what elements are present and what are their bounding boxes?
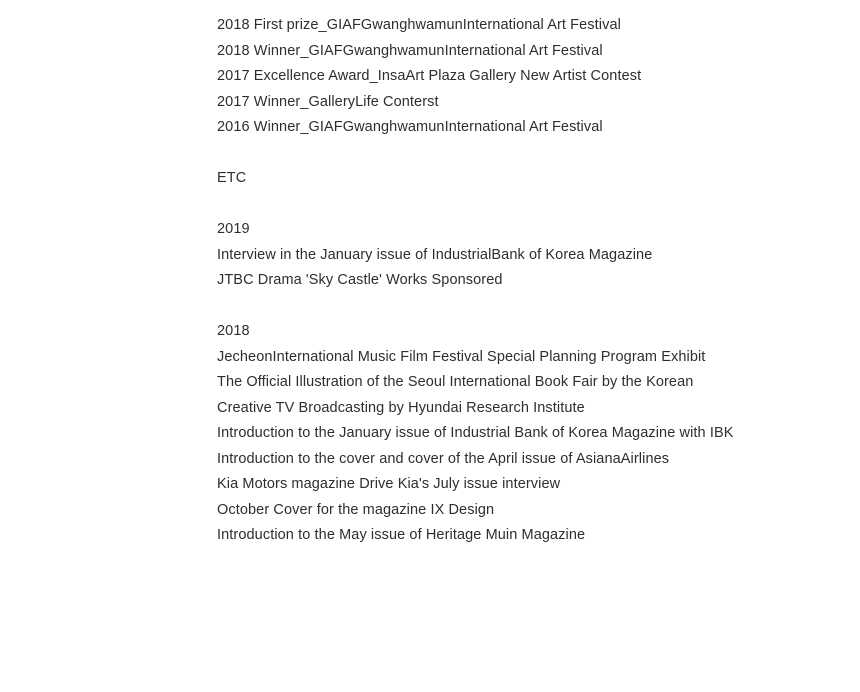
etc-item: JTBC Drama 'Sky Castle' Works Sponsored bbox=[217, 272, 503, 288]
award-line: 2017 Excellence Award_InsaArt Plaza Gallery New Artist Contest bbox=[217, 68, 642, 84]
award-line: 2018 Winner_GIAFGwanghwamunInternational Art Festival bbox=[217, 42, 603, 59]
spacer-line bbox=[217, 192, 777, 218]
award-line: 2017 Winner_GalleryLife Conterst bbox=[217, 93, 439, 110]
cv-text-block bbox=[217, 13, 777, 549]
etc-item: Introduction to the cover and cover of the April issue of AsianaAirlines bbox=[217, 450, 670, 467]
etc-item: October Cover for the magazine IX Design bbox=[217, 501, 495, 518]
etc-item: Interview in the January issue of IndustrialBank of Korea Magazine bbox=[217, 246, 653, 263]
etc-item: Creative TV Broadcasting by Hyundai Research Institute bbox=[217, 399, 585, 416]
spacer-line bbox=[217, 294, 777, 320]
etc-item: The Official Illustration of the Seoul International Book Fair by the Korean bbox=[217, 374, 694, 390]
etc-item: Introduction to the May issue of Heritage Muin Magazine bbox=[217, 527, 586, 543]
award-line: 2018 First prize_GIAFGwanghwamunInternational Art Festival bbox=[217, 17, 621, 33]
etc-year-2018: 2018 bbox=[217, 323, 250, 339]
etc-item: JecheonInternational Music Film Festival Special Planning Program Exhibit bbox=[217, 348, 706, 365]
etc-year-2019: 2019 bbox=[217, 221, 250, 237]
award-line: 2016 Winner_GIAFGwanghwamunInternational Art Festival bbox=[217, 119, 603, 135]
etc-heading: ETC bbox=[217, 170, 247, 186]
etc-item: Kia Motors magazine Drive Kia's July issue interview bbox=[217, 476, 561, 492]
spacer-line bbox=[217, 141, 777, 167]
etc-item: Introduction to the January issue of Industrial Bank of Korea Magazine with IBK bbox=[217, 425, 734, 441]
